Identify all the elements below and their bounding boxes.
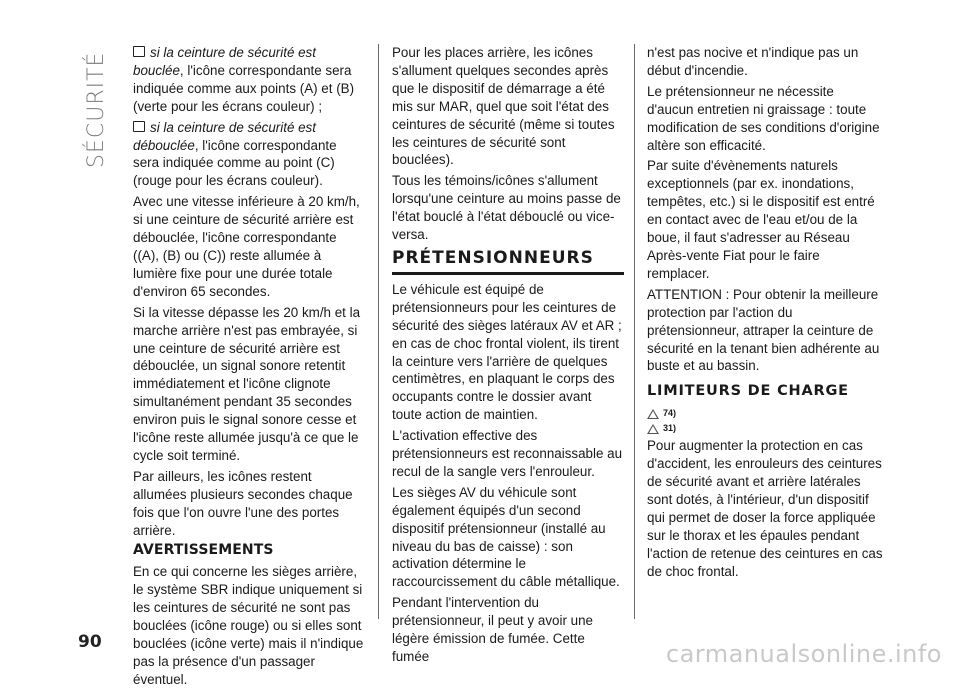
column-divider (634, 44, 635, 619)
heading-avertissements: AVERTISSEMENTS (133, 542, 274, 559)
paragraph: Par ailleurs, les icônes restent allumées plusieurs secondes chaque fois que l'on ouvre l'une des portes arrière. (133, 468, 353, 538)
warning-reference: 31) (647, 422, 883, 435)
paragraph: Pour augmenter la protection en cas d'accident, les enrouleurs des ceintures de sécurité avant et arrière latérales sont dotés, à l'intérieur, d'un dispositif qui permet de doser la force appliquée sur le thorax et les épaules pendant l'action de retenue des ceintures en cas de choc frontal. (647, 438, 883, 579)
paragraph: L'activation effective des prétensionneurs est reconnaissable au recul de la sangle vers l'enrouleur. (392, 428, 623, 479)
paragraph: n'est pas nocive et n'indique pas un début d'incendie. (647, 45, 859, 78)
watermark: carmanualsonline.info (665, 640, 942, 668)
column-2 (392, 44, 624, 669)
checkbox-bullet-icon (133, 46, 145, 57)
column-3 (647, 44, 883, 583)
paragraph: Le véhicule est équipé de prétensionneurs pour les ceintures de sécurité des sièges latéraux AV et AR ; en cas de choc frontal violent, ils tirent la ceinture vers l'arrière de quelques centimètres, en plaquant le corps des occupants contre le dossier avant toute action de maintien. (392, 281, 622, 423)
warning-triangle-icon (647, 409, 659, 419)
warning-triangle-icon (647, 424, 659, 434)
paragraph: Pour les places arrière, les icônes s'allument quelques secondes après que le dispositif de démarrage a été mis sur MAR, quel que soit l'état des ceintures de sécurité (même si toutes les ceintures de sécurité sont bouclées). (392, 45, 615, 168)
section-title (84, 18, 110, 168)
paragraph: Pendant l'intervention du prétensionneur, il peut y avoir une légère émission de fumée. Cette fumée (392, 595, 593, 664)
section-title-text: SÉCURITÉ (84, 51, 109, 168)
paragraph: Tous les témoins/icônes s'allument lorsqu'une ceinture au moins passe de l'état bouclé à l'état débouclé ou vice-versa. (392, 173, 621, 243)
warning-reference: 74) (647, 407, 883, 420)
paragraph: ATTENTION : Pour obtenir la meilleure protection par l'action du prétensionneur, attraper la ceinture de sécurité en la tenant bien adhérente au buste et au bassin. (647, 286, 880, 374)
paragraph: Le prétensionneur ne nécessite d'aucun entretien ni graissage : toute modification de ses conditions d'origine altère son efficacité. (647, 83, 880, 153)
paragraph: Si la vitesse dépasse les 20 km/h et la marche arrière n'est pas embrayée, si une ceinture de sécurité arrière est débouclée, un signal sonore retentit immédiatement et l'icône clignote simultanément pendant 35 secondes environ puis le signal sonore cesse et l'icône reste allumée jusqu'à ce que le cycle soit terminé. (133, 304, 361, 463)
paragraph: En ce qui concerne les sièges arrière, le système SBR indique uniquement si les ceintures de sécurité ne sont pas bouclées (icône rouge) ou si elles sont bouclées (icône verte) mais il n'indique pas la présence d'un passager éventuel. (133, 564, 364, 687)
checkbox-bullet-icon (133, 121, 145, 132)
paragraph: Avec une vitesse inférieure à 20 km/h, si une ceinture de sécurité arrière est débouclée, l'icône correspondante ((A), (B) ou (C)) reste allumée à lumière fixe pour une durée totale d'environ 65 secondes. (133, 194, 360, 299)
paragraph: Les sièges AV du véhicule sont également équipés d'un second dispositif prétensionneur (installé au niveau du bas de caisse) : son activation détermine le raccourcissement du câble métallique. (392, 484, 620, 590)
column-1 (133, 44, 365, 692)
heading-pretensionneurs: PRÉTENSIONNEURS (392, 250, 624, 275)
column-divider (378, 44, 379, 619)
heading-limiteurs-de-charge: LIMITEURS DE CHARGE (647, 383, 849, 400)
page-number: 90 (78, 632, 102, 652)
bullet-item: si la ceinture de sécurité est débouclée, l'icône correspondante sera indiquée comme au point (C) (rouge pour les écrans couleur). (133, 119, 337, 189)
bullet-item: si la ceinture de sécurité est bouclée, l'icône correspondante sera indiquée comme aux points (A) et (B) (verte pour les écrans couleur) ; (133, 45, 355, 114)
paragraph: Par suite d'évènements naturels exceptionnels (par ex. inondations, tempêtes, etc.) si le dispositif est entré en contact avec de l'eau et/ou de la boue, il faut s'adresser au Réseau Après-vente Fiat pour le faire remplacer. (647, 158, 875, 281)
